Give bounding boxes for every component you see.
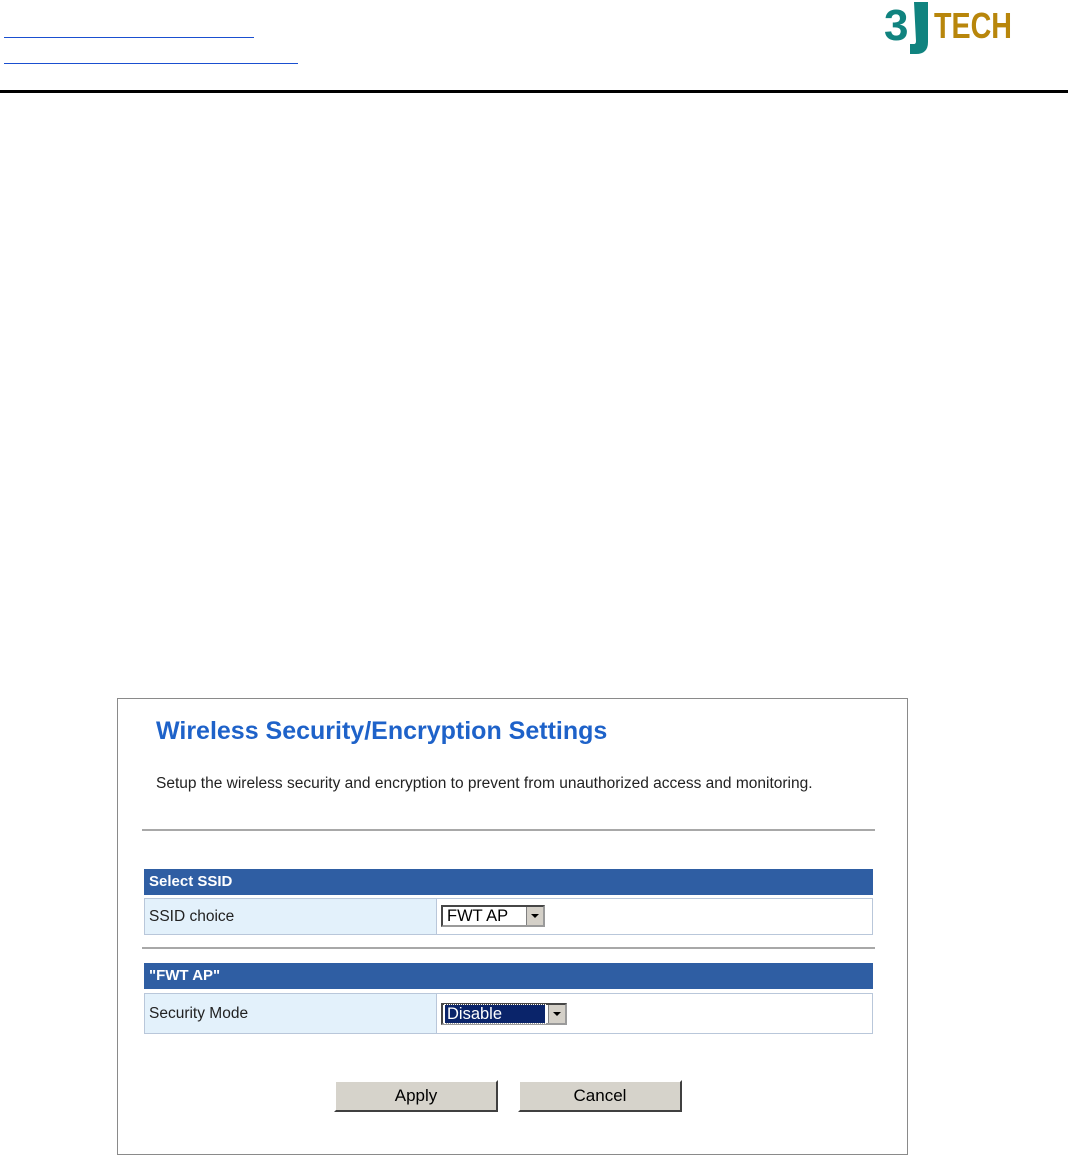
security-mode-label: Security Mode bbox=[145, 994, 437, 1033]
ssid-choice-label: SSID choice bbox=[145, 899, 437, 934]
security-mode-row bbox=[144, 993, 873, 1034]
svg-text:TECH: TECH bbox=[934, 5, 1012, 46]
chevron-down-icon[interactable] bbox=[526, 907, 543, 925]
divider bbox=[142, 829, 875, 831]
settings-panel bbox=[117, 698, 908, 1155]
section-header-select-ssid: Select SSID bbox=[144, 869, 873, 895]
ssid-choice-value: FWT AP bbox=[447, 907, 509, 925]
apply-button[interactable]: Apply bbox=[334, 1080, 498, 1112]
security-mode-value: Disable bbox=[445, 1005, 545, 1023]
ssid-choice-row bbox=[144, 898, 873, 935]
header-link-2[interactable] bbox=[4, 63, 298, 64]
chevron-down-icon[interactable] bbox=[548, 1005, 565, 1023]
svg-text:3: 3 bbox=[884, 1, 909, 50]
header-link-1[interactable] bbox=[4, 37, 254, 38]
header-rule bbox=[0, 90, 1068, 93]
cancel-button[interactable]: Cancel bbox=[518, 1080, 682, 1112]
3jtech-logo bbox=[884, 0, 1014, 60]
ssid-choice-select[interactable] bbox=[441, 905, 545, 927]
security-mode-select[interactable] bbox=[441, 1003, 567, 1025]
page-description: Setup the wireless security and encryption to prevent from unauthorized access and monitoring. bbox=[156, 775, 813, 792]
divider bbox=[142, 947, 875, 949]
page-title: Wireless Security/Encryption Settings bbox=[156, 717, 608, 745]
section-header-fwt-ap: "FWT AP" bbox=[144, 963, 873, 989]
